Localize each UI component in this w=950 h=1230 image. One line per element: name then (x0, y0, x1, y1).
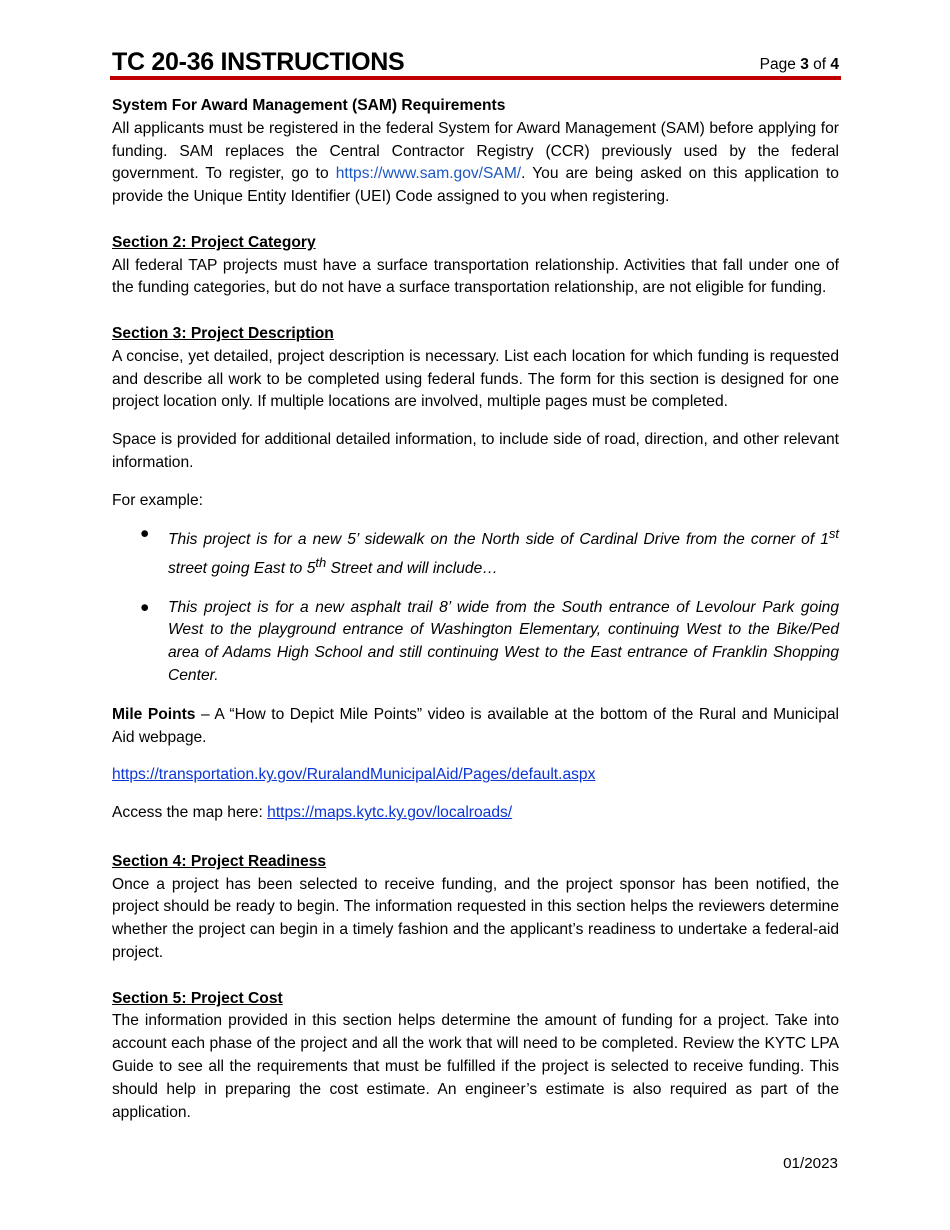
mile-points (112, 704, 839, 825)
section-5 (112, 988, 839, 1125)
document-page (112, 46, 840, 1121)
bullet-icon: ● (140, 524, 150, 542)
section-3-heading: Section 3: Project Description (112, 324, 334, 342)
sam-link[interactable]: https://www.sam.gov/SAM/ (335, 165, 522, 183)
section-3 (112, 323, 839, 688)
page-header (112, 46, 839, 77)
header-divider (110, 76, 841, 80)
section-5-body: The information provided in this section helps determine the amount of funding for a project. Take into account each phase of the project and all the work that will need to be completed. Review the KYTC LPA Guide to see all the requirements that must be fulfilled if the project is selected to receive funding. This should help in preparing the cost estimate. An engineer’s estimate is also required as part of the application. (112, 1012, 839, 1121)
sam-section (112, 95, 839, 209)
section-2-body: All federal TAP projects must have a surface transportation relationship. Activities that fall under one of the funding categories, but do not have a surface transportation relationship, are not eligible for funding. (112, 256, 839, 297)
page-current: 3 (800, 56, 809, 73)
page-of: of (813, 56, 827, 73)
page-total: 4 (830, 56, 839, 73)
section-4 (112, 851, 839, 965)
section-4-body: Once a project has been selected to receive funding, and the project sponsor has been notified, the project should be ready to begin. The information requested in this section helps the reviewers determine whether the project can begin in a timely fashion and the applicant’s readiness to undertake a federal-aid project. (112, 875, 839, 962)
sam-text-before: All applicants must be registered in the federal System for Award Management (SAM) before applying for funding. SAM replaces the Central Contractor Registry (CCR) previously used by the federal government. To register, go to (112, 119, 839, 183)
for-example-label: For example: (112, 491, 203, 509)
section-2-heading: Section 2: Project Category (112, 233, 316, 251)
bullet-icon: ● (140, 598, 150, 616)
sam-text-after: . You are being asked on this application to provide the Unique Entity Identifier (UEI) Code assigned to you when registering. (112, 165, 839, 206)
sam-body (112, 118, 839, 209)
section-5-heading: Section 5: Project Cost (112, 989, 283, 1007)
page-word: Page (759, 56, 796, 73)
page-title: TC 20-36 INSTRUCTIONS (112, 48, 405, 76)
page-content (112, 95, 839, 1124)
map-link[interactable]: https://maps.kytc.ky.gov/localroads/ (267, 804, 513, 822)
page-counter (760, 56, 839, 74)
map-access-line: Access the map here: https://maps.kytc.ky.gov/localroads/ (112, 804, 513, 822)
rural-aid-link[interactable]: https://transportation.ky.gov/RuralandMunicipalAid/Pages/default.aspx (112, 766, 596, 784)
mile-points-text: Mile Points – A “How to Depict Mile Points” video is available at the bottom of the Rural and Municipal Aid webpage. (112, 705, 840, 746)
section-3-body: A concise, yet detailed, project description is necessary. List each location for which funding is requested and describe all work to be completed using federal funds. The form for this section is designed for one project location only. If multiple locations are involved, multiple pages must be completed. (112, 347, 839, 411)
footer-date: 01/2023 (783, 1155, 838, 1172)
section-4-heading: Section 4: Project Readiness (112, 852, 327, 870)
list-item: ● This project is for a new asphalt trail 8’ wide from the South entrance of Levolour Park going West to the playground entrance of Washington Elementary, continuing West to the Bike/Ped area of Adams High School and still continuing West to the East entrance of Franklin Shopping Center. (140, 598, 839, 684)
list-item: ● This project is for a new 5’ sidewalk on the North side of Cardinal Drive from the corner of 1st street going East to 5th Street and will include… (140, 524, 839, 577)
section-2 (112, 232, 839, 300)
rural-aid-link-line (112, 764, 839, 787)
sam-heading: System For Award Management (SAM) Requirements (112, 97, 506, 114)
mile-points-label: Mile Points (112, 705, 196, 723)
section-3-space-text: Space is provided for additional detailed information, to include side of road, direction, and other relevant information. (112, 431, 839, 471)
example-list (112, 523, 839, 688)
